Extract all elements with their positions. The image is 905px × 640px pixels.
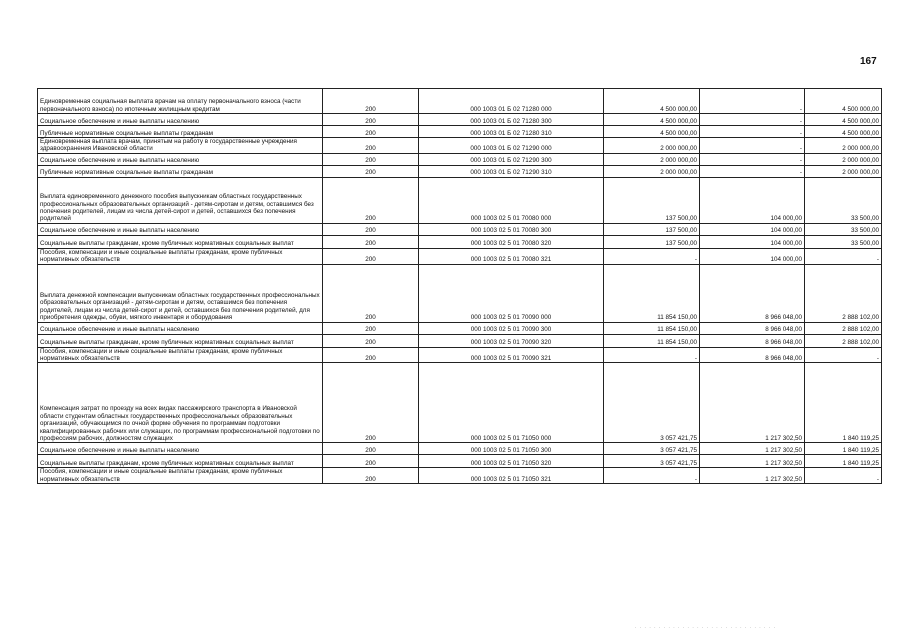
row-kbk: 000 1003 02 5 01 70090 000 [419, 264, 604, 322]
row-code: 200 [323, 363, 419, 443]
row-code: 200 [323, 126, 419, 138]
row-col3: - [805, 347, 882, 363]
row-total: 2 000 000,00 [604, 165, 700, 177]
row-code: 200 [323, 443, 419, 455]
row-col2: 104 000,00 [700, 177, 805, 223]
row-code: 200 [323, 165, 419, 177]
row-name: Пособия, компенсации и иные социальные выплаты гражданам, кроме публичных нормативных обязательств [38, 347, 323, 363]
row-kbk: 000 1003 02 5 01 70080 000 [419, 177, 604, 223]
row-code: 200 [323, 347, 419, 363]
table-row [38, 235, 882, 248]
row-total: 4 500 000,00 [604, 114, 700, 126]
row-col2: 8 966 048,00 [700, 334, 805, 347]
row-code: 200 [323, 468, 419, 484]
row-code: 200 [323, 334, 419, 347]
row-kbk: 000 1003 02 5 01 71050 321 [419, 468, 604, 484]
row-total: 3 057 421,75 [604, 443, 700, 455]
row-kbk: 000 1003 02 5 01 71050 000 [419, 363, 604, 443]
row-total: - [604, 347, 700, 363]
row-name: Социальное обеспечение и иные выплаты населению [38, 153, 323, 165]
row-code: 200 [323, 223, 419, 235]
row-name: Выплата единовременного денежного пособия выпускникам областных государственных профессиональных образовательных организаций - детям-сиротам и детям, оставшимся без попечения родителей, лицам из числа детей-сирот и детей, оставшихся без попечения родителей [38, 177, 323, 223]
row-code: 200 [323, 153, 419, 165]
row-code: 200 [323, 138, 419, 154]
row-col2: 8 966 048,00 [700, 322, 805, 334]
row-kbk: 000 1003 02 5 01 70090 320 [419, 334, 604, 347]
row-col3: 2 888 102,00 [805, 264, 882, 322]
row-total: 2 000 000,00 [604, 138, 700, 154]
row-name: Социальное обеспечение и иные выплаты населению [38, 114, 323, 126]
row-col3: 2 000 000,00 [805, 138, 882, 154]
row-total: 4 500 000,00 [604, 89, 700, 114]
row-total: 137 500,00 [604, 235, 700, 248]
budget-table [37, 88, 882, 484]
row-name: Пособия, компенсации и иные социальные выплаты гражданам, кроме публичных нормативных обязательств [38, 468, 323, 484]
row-kbk: 000 1003 01 Б 02 71280 300 [419, 114, 604, 126]
row-kbk: 000 1003 02 5 01 70090 300 [419, 322, 604, 334]
table-row [38, 223, 882, 235]
row-col2: 1 217 302,50 [700, 363, 805, 443]
table-row [38, 153, 882, 165]
row-code: 200 [323, 322, 419, 334]
row-col3: 2 888 102,00 [805, 322, 882, 334]
row-name: Социальное обеспечение и иные выплаты населению [38, 322, 323, 334]
row-total: 137 500,00 [604, 177, 700, 223]
table-row [38, 347, 882, 363]
row-total: 137 500,00 [604, 223, 700, 235]
row-kbk: 000 1003 01 Б 02 71290 300 [419, 153, 604, 165]
row-col2: - [700, 89, 805, 114]
row-total: 3 057 421,75 [604, 363, 700, 443]
row-col3: 1 840 119,25 [805, 363, 882, 443]
table-row [38, 334, 882, 347]
table-row [38, 138, 882, 154]
row-col2: - [700, 153, 805, 165]
row-total: 2 000 000,00 [604, 153, 700, 165]
row-col2: 104 000,00 [700, 248, 805, 264]
table-row [38, 455, 882, 468]
row-code: 200 [323, 114, 419, 126]
row-col2: - [700, 114, 805, 126]
table-row [38, 264, 882, 322]
row-name: Пособия, компенсации и иные социальные выплаты гражданам, кроме публичных нормативных обязательств [38, 248, 323, 264]
row-col3: 4 500 000,00 [805, 114, 882, 126]
table-row [38, 248, 882, 264]
row-name: Социальное обеспечение и иные выплаты населению [38, 223, 323, 235]
table-row [38, 363, 882, 443]
table-row [38, 114, 882, 126]
row-kbk: 000 1003 01 Б 02 71290 000 [419, 138, 604, 154]
table-row [38, 322, 882, 334]
row-name: Компенсация затрат по проезду на всех видах пассажирского транспорта в Ивановской области студентам областных государственных профессиональных образовательных организаций, обучающимся по очной форме обучения по программам подготовки квалифицированных рабочих или служащих, по программам профессиональной подготовки по профессиям рабочих, должностям служащих [38, 363, 323, 443]
row-code: 200 [323, 235, 419, 248]
row-code: 200 [323, 264, 419, 322]
row-col2: 1 217 302,50 [700, 468, 805, 484]
table-row [38, 468, 882, 484]
row-kbk: 000 1003 02 5 01 70090 321 [419, 347, 604, 363]
row-col3: - [805, 248, 882, 264]
row-col2: 1 217 302,50 [700, 455, 805, 468]
row-total: - [604, 468, 700, 484]
row-name: Единовременная выплата врачам, принятым на работу в государственные учреждения здравоохранения Ивановской области [38, 138, 323, 154]
table-row [38, 126, 882, 138]
table-row [38, 443, 882, 455]
row-kbk: 000 1003 01 Б 02 71280 310 [419, 126, 604, 138]
scan-artifact: . . . . . . . . . . . . . . . . . . . . . . . . . . . . . . [635, 624, 776, 630]
row-total: - [604, 248, 700, 264]
table-row [38, 165, 882, 177]
row-col3: 4 500 000,00 [805, 89, 882, 114]
row-col3: 1 840 119,25 [805, 443, 882, 455]
row-col3: - [805, 468, 882, 484]
row-col3: 33 500,00 [805, 177, 882, 223]
table-row [38, 177, 882, 223]
row-kbk: 000 1003 02 5 01 70080 320 [419, 235, 604, 248]
row-kbk: 000 1003 02 5 01 71050 300 [419, 443, 604, 455]
row-col2: 8 966 048,00 [700, 347, 805, 363]
row-col2: - [700, 126, 805, 138]
row-name: Публичные нормативные социальные выплаты гражданам [38, 165, 323, 177]
row-name: Социальное обеспечение и иные выплаты населению [38, 443, 323, 455]
row-code: 200 [323, 248, 419, 264]
row-kbk: 000 1003 02 5 01 70080 321 [419, 248, 604, 264]
row-total: 4 500 000,00 [604, 126, 700, 138]
row-name: Социальные выплаты гражданам, кроме публичных нормативных социальных выплат [38, 235, 323, 248]
row-kbk: 000 1003 02 5 01 71050 320 [419, 455, 604, 468]
row-col3: 1 840 119,25 [805, 455, 882, 468]
row-total: 3 057 421,75 [604, 455, 700, 468]
row-name: Единовременная социальная выплата врачам на оплату первоначального взноса (части первоначального взноса) по ипотечным жилищным кредитам [38, 89, 323, 114]
row-code: 200 [323, 455, 419, 468]
row-col3: 33 500,00 [805, 223, 882, 235]
row-col2: 1 217 302,50 [700, 443, 805, 455]
row-kbk: 000 1003 01 Б 02 71280 000 [419, 89, 604, 114]
row-name: Социальные выплаты гражданам, кроме публичных нормативных социальных выплат [38, 334, 323, 347]
row-col3: 4 500 000,00 [805, 126, 882, 138]
row-total: 11 854 150,00 [604, 322, 700, 334]
row-code: 200 [323, 177, 419, 223]
row-col3: 2 000 000,00 [805, 153, 882, 165]
row-col2: - [700, 165, 805, 177]
row-total: 11 854 150,00 [604, 334, 700, 347]
row-kbk: 000 1003 02 5 01 70080 300 [419, 223, 604, 235]
row-col2: 8 966 048,00 [700, 264, 805, 322]
row-col3: 33 500,00 [805, 235, 882, 248]
row-col2: 104 000,00 [700, 235, 805, 248]
row-col3: 2 888 102,00 [805, 334, 882, 347]
row-name: Выплата денежной компенсации выпускникам областных государственных профессиональных образовательных организаций - детям-сиротам и детям, оставшимся без попечения родителей, лицам из числа детей-сирот и детей, оставшихся без попечения родителей, для приобретения одежды, обуви, мягкого инвентаря и оборудования [38, 264, 323, 322]
row-col2: 104 000,00 [700, 223, 805, 235]
row-total: 11 854 150,00 [604, 264, 700, 322]
row-col3: 2 000 000,00 [805, 165, 882, 177]
row-code: 200 [323, 89, 419, 114]
table-row [38, 89, 882, 114]
row-col2: - [700, 138, 805, 154]
row-kbk: 000 1003 01 Б 02 71290 310 [419, 165, 604, 177]
row-name: Социальные выплаты гражданам, кроме публичных нормативных социальных выплат [38, 455, 323, 468]
page-number: 167 [860, 56, 877, 67]
row-name: Публичные нормативные социальные выплаты гражданам [38, 126, 323, 138]
